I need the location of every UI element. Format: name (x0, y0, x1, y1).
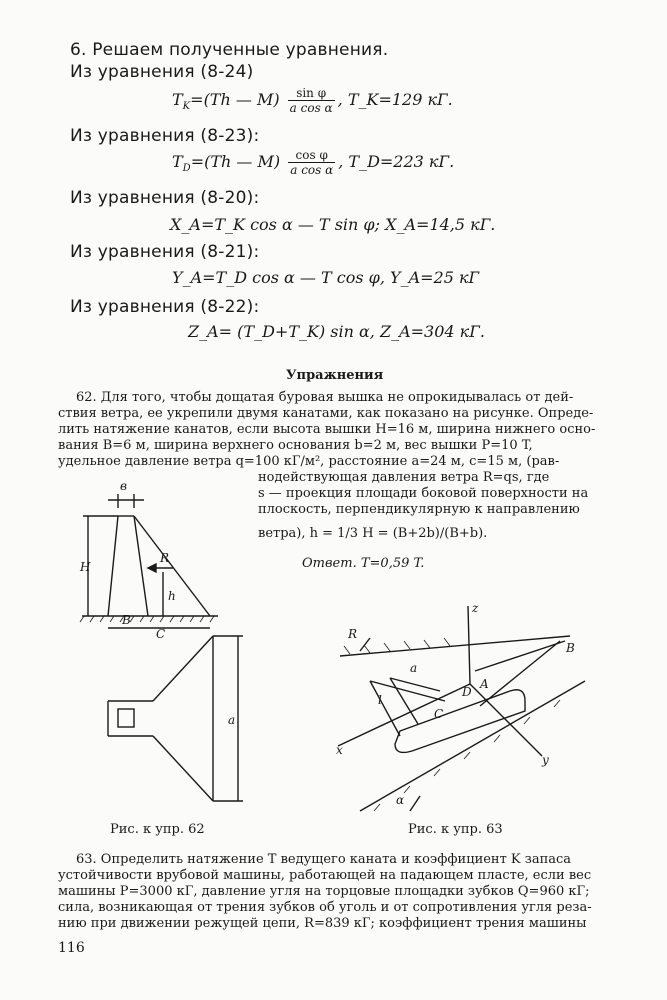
ex63-line-5: нию при движении режущей цепи, R=839 кГ; коэффициент трения машины (58, 916, 587, 931)
fig63-label-z: z (472, 601, 479, 615)
ex62-line-5: удельное давление ветра q=100 кГ/м², расстояние a=24 м, c=15 м, (рав- (58, 454, 560, 469)
fig63-caption: Рис. к упр. 63 (408, 822, 503, 837)
ex62-line-2: ствия ветра, ее укрепили двумя канатами, как показано на рисунке. Опреде- (58, 406, 594, 421)
ex63-line-1: 63. Определить натяжение T ведущего каната и коэффициент K запаса (76, 852, 572, 867)
figure-62 (78, 476, 258, 806)
fig62-label-H: H (80, 560, 91, 574)
fig63-label-l: l (378, 693, 382, 707)
ex62-line-1: 62. Для того, чтобы дощатая буровая вышка не опрокидывалась от дей- (76, 390, 574, 405)
equation-8-23: $T_D=(Th$ — M) $\frac{\text{cos φ}}{\text{a cos α}}$ , T_D=223 кГ. (172, 148, 455, 177)
page-number: 116 (58, 940, 85, 956)
ex62-right-line-2: s — проекция площади боковой поверхности на (258, 486, 589, 501)
fig62-label-C: C (156, 627, 166, 641)
equation-8-24: $T_K=(Th$ — M) $\frac{\text{sin φ}}{\text{a cos α}}$ , T_K=129 кГ. (172, 86, 453, 115)
answer-label: Ответ. (302, 556, 357, 571)
from-eq-8-21: Из уравнения (8-21): (70, 242, 260, 262)
ex62-right-line-1: нодействующая давления ветра R=qs, где (258, 470, 550, 485)
fig63-label-a: a (410, 661, 418, 675)
fig62-label-B: B (122, 613, 131, 627)
exercises-heading: Упражнения (286, 368, 384, 383)
equation-8-21: Y_A=T_D cos α — T cos φ, Y_A=25 кГ (172, 268, 480, 287)
fig63-label-alpha: α (396, 793, 405, 807)
fig63-label-y: y (542, 753, 549, 767)
ex62-answer (302, 556, 424, 572)
from-eq-8-23: Из уравнения (8-23): (70, 126, 260, 146)
answer-value: T=0,59 T. (360, 556, 425, 571)
fig62-label-h: h (168, 589, 176, 603)
equation-8-22: Z_A= (T_D+T_K) sin α, Z_A=304 кГ. (188, 322, 485, 341)
from-eq-8-24: Из уравнения (8-24) (70, 62, 254, 82)
fig63-label-R: R (348, 627, 358, 641)
fig63-label-C: C (434, 707, 444, 721)
fig63-label-A: A (480, 677, 489, 691)
fig63-label-D: D (462, 685, 472, 699)
fig62-caption: Рис. к упр. 62 (110, 822, 205, 837)
fig63-label-x: x (336, 743, 343, 757)
from-eq-8-20: Из уравнения (8-20): (70, 188, 260, 208)
fig62-label-R: R (160, 551, 170, 565)
from-eq-8-22: Из уравнения (8-22): (70, 297, 260, 317)
equation-8-20: X_A=T_K cos α — T sin φ; X_A=14,5 кГ. (170, 215, 496, 234)
ex62-right-line-4: ветра), h = 1/3 H = (B+2b)/(B+b). (258, 526, 488, 541)
ex63-line-4: сила, возникающая от трения зубков об уголь и от сопротивления угля реза- (58, 900, 592, 915)
ex62-line-3: лить натяжение канатов, если высота вышки H=16 м, ширина нижнего осно- (58, 422, 596, 437)
figure-63 (330, 596, 590, 816)
fig62-label-b: в (120, 479, 127, 493)
fig62-label-a: a (228, 713, 236, 727)
ex62-line-4: вания B=6 м, ширина верхнего основания b=2 м, вес вышки P=10 T, (58, 438, 533, 453)
step6-title: 6. Решаем полученные уравнения. (70, 40, 389, 60)
ex63-line-2: устойчивости врубовой машины, работающей на падающем пласте, если вес (58, 868, 592, 883)
ex62-right-line-3: плоскость, перпендикулярную к направлению (258, 502, 580, 517)
ex63-line-3: машины P=3000 кГ, давление угля на торцовые площадки зубков Q=960 кГ; (58, 884, 590, 899)
fig63-label-B: B (566, 641, 575, 655)
